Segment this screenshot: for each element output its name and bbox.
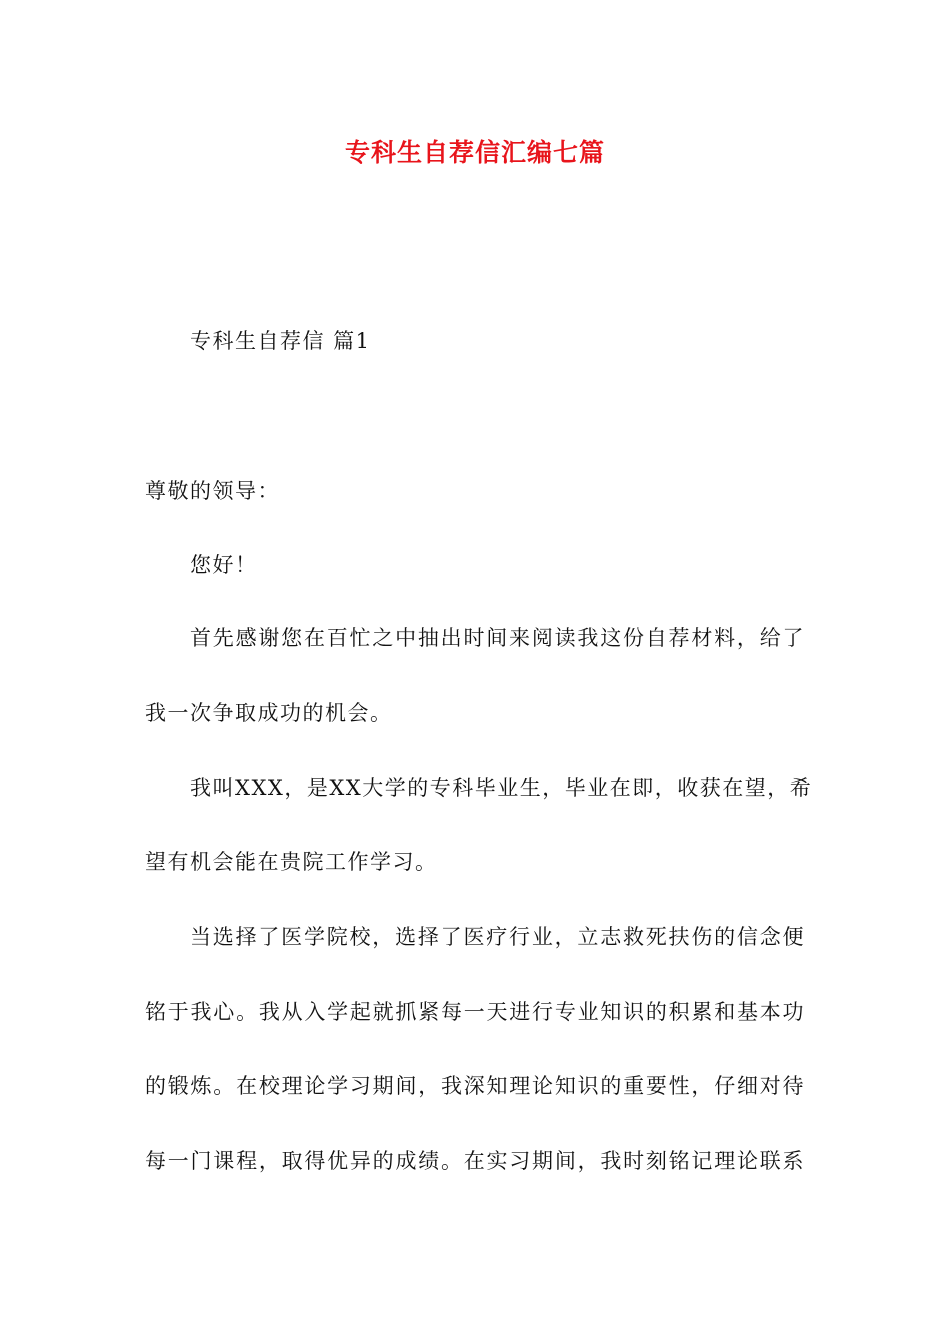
greeting: 您好！ — [190, 553, 258, 577]
paragraph-2-line-1: 我叫XXX，是XX大学的专科毕业生，毕业在即，收获在望，希 — [190, 776, 813, 800]
paragraph-3-line-4: 每一门课程，取得优异的成绩。在实习期间，我时刻铭记理论联系 — [145, 1149, 805, 1173]
paragraph-1-line-1: 首先感谢您在百忙之中抽出时间来阅读我这份自荐材料，给了 — [190, 626, 805, 650]
paragraph-2-line-2: 望有机会能在贵院工作学习。 — [145, 850, 438, 874]
document-title: 专科生自荐信汇编七篇 — [344, 138, 605, 167]
salutation: 尊敬的领导： — [145, 479, 280, 503]
paragraph-3-line-1: 当选择了医学院校，选择了医疗行业，立志救死扶伤的信念便 — [190, 925, 805, 949]
section-heading: 专科生自荐信 篇1 — [190, 329, 371, 353]
paragraph-1-line-2: 我一次争取成功的机会。 — [145, 701, 393, 725]
paragraph-3-line-2: 铭于我心。我从入学起就抓紧每一天进行专业知识的积累和基本功 — [145, 1000, 805, 1024]
paragraph-3-line-3: 的锻炼。在校理论学习期间，我深知理论知识的重要性，仔细对待 — [145, 1074, 805, 1098]
